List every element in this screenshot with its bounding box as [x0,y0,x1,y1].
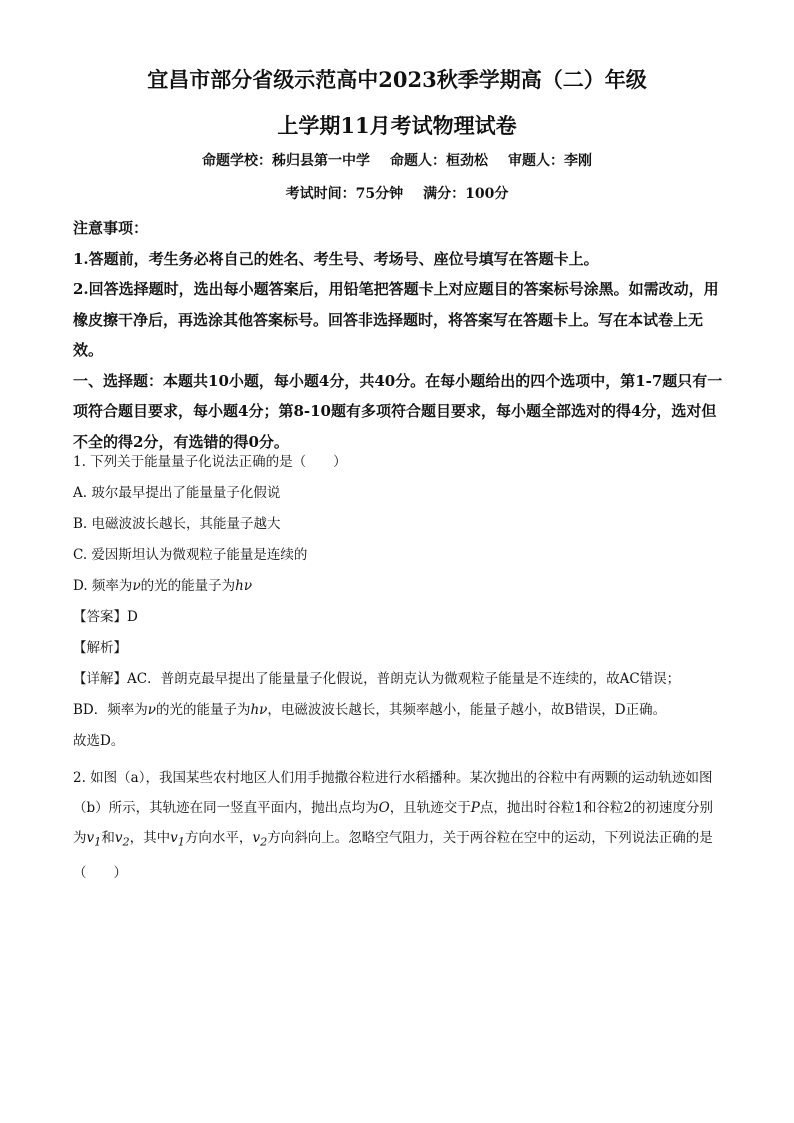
q1-option-a: A. 玻尔最早提出了能量量子化假说 [73,485,281,501]
v2-symbol: $v_2$ [114,830,130,849]
question-author: 命题人：桓劲松 [390,153,488,169]
exam-title-line2: 上学期11月考试物理试卷 [277,113,517,138]
exam-title-line1: 宜昌市部分省级示范高中2023秋季学期高（二）年级 [147,67,647,92]
exam-full-score: 满分：100分 [423,186,509,202]
q1-option-d-prefix: D. 频率为 [73,578,133,594]
q2-stem [73,763,723,888]
point-o-symbol: O [378,800,390,816]
nu-symbol: ν [132,578,141,594]
nu-symbol: ν [147,702,156,718]
notes-heading: 注意事项： [73,219,149,237]
exam-time: 考试时间：75分钟 [285,186,404,202]
v2-symbol: $v_2$ [252,830,268,849]
q1-option-b: B. 电磁波波长越长，其能量子越大 [73,516,281,532]
q1-detail-line2-suffix: ，电磁波波长越长，其频率越小，能量子越小，故B错误，D正确。 [267,702,667,718]
exam-info [0,183,794,203]
exam-notes [73,213,723,457]
q1-detail-line1: 【详解】AC．普朗克最早提出了能量量子化假说，普朗克认为微观粒子能量是不连续的，故AC错误； [73,671,681,687]
q1-conclusion: 故选D。 [73,733,125,749]
section-1-instructions: 一、选择题：本题共10小题，每小题4分，共40分。在每小题给出的四个选项中，第1-7题只有一项符合题目要求，每小题4分；第8-10题有多项符合题目要求，每小题全部选对的得4分，选对但不全的得2分，有选错的得0分。 [73,371,723,451]
q1-analysis-tag: 【解析】 [73,640,127,656]
exam-authors [0,150,794,170]
v1-symbol: $v_1$ [170,830,185,849]
q2-text-5: ，其中 [129,830,171,846]
notes-item-1: 1.答题前，考生务必将自己的姓名、考生号、考场号、座位号填写在答题卡上。 [73,249,599,268]
q2-text-2: ，且轨迹交于 [389,800,471,816]
answer-value: D [127,609,138,625]
question-reviewer: 审题人：李刚 [508,153,592,169]
q1-detail-line2-prefix: BD．频率为 [73,702,148,718]
answer-tag: 【答案】 [73,609,127,625]
q1-stem: 1. 下列关于能量量子化说法正确的是（ ） [73,454,347,470]
q1-option-c: C. 爱因斯坦认为微观粒子能量是连续的 [73,547,308,563]
q1-option-d-middle: 的光的能量子为 [140,578,236,594]
h-nu-symbol: hν [235,578,253,594]
q1-detail-line2-middle: 的光的能量子为 [155,702,251,718]
h-nu-symbol: hν [250,702,268,718]
q2-text-7: 方向斜向上。忽略空气阻力，关于两谷粒在空中的运动，下列说法正确的是（ ） [73,830,713,881]
v1-symbol: $v_1$ [86,830,102,849]
q2-text-3: 点，抛出时谷粒1和谷粒2的初速度分别为 [73,800,714,846]
q2-text-4: 和 [101,830,115,846]
notes-item-2: 2.回答选择题时，选出每小题答案后，用铅笔把答题卡上对应题目的答案标号涂黑。如需改动，用橡皮擦干净后，再选涂其他答案标号。回答非选择题时，将答案写在答题卡上。写在本试卷上无效。 [73,280,719,359]
q1-option-d [73,571,723,602]
q2-text-6: 方向水平， [184,830,253,846]
q2-text-1: 2. 如图（a），我国某些农村地区人们用手抛撒谷粒进行水稻播种。某次抛出的谷粒中有两颗的运动轨迹如图（b）所示，其轨迹在同一竖直平面内，抛出点均为 [73,770,713,816]
point-p-symbol: P [470,800,480,816]
q1-answer [73,602,723,633]
proposing-school: 命题学校：秭归县第一中学 [202,153,370,169]
q1-detail [73,664,723,726]
question-body [73,447,723,888]
